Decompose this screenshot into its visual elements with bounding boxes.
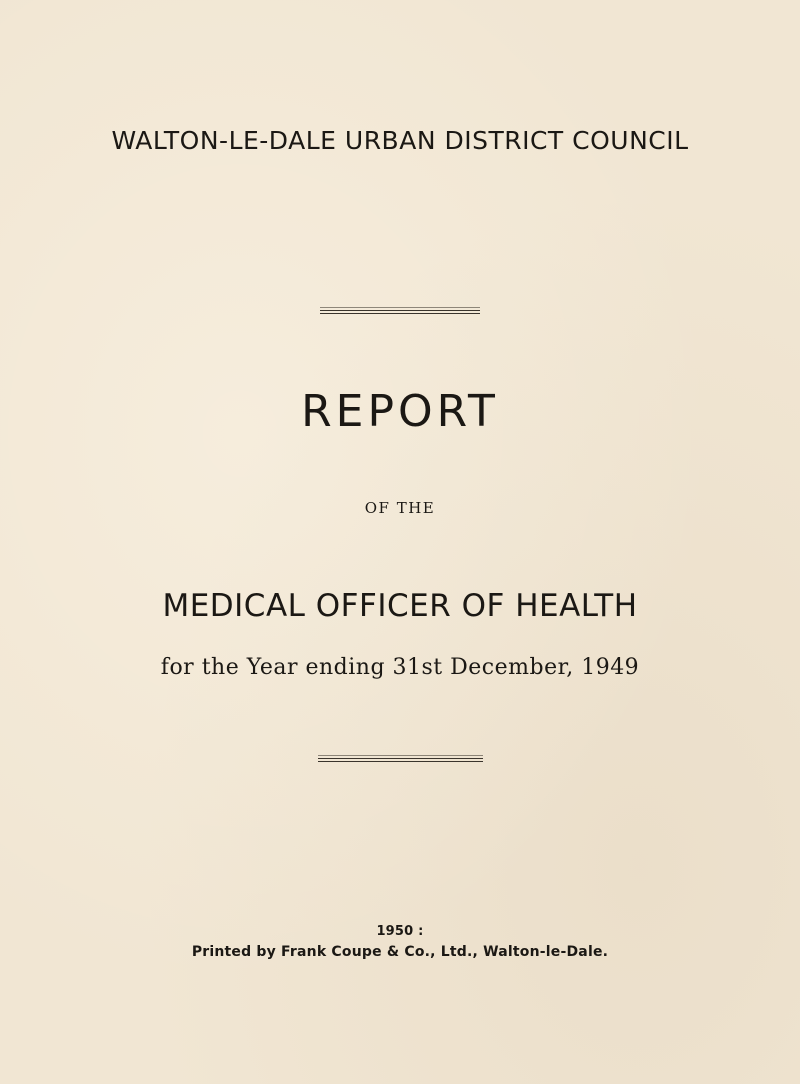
report-title: REPORT (301, 386, 499, 437)
council-heading: WALTON-LE-DALE URBAN DISTRICT COUNCIL (111, 126, 689, 155)
top-divider (0, 307, 800, 316)
printer-credit: Printed by Frank Coupe & Co., Ltd., Walton-le-Dale. (191, 944, 609, 960)
officer-title: MEDICAL OFFICER OF HEALTH (162, 588, 638, 624)
year-ending-line: for the Year ending 31st December, 1949 (160, 655, 640, 680)
bottom-divider (0, 755, 800, 764)
printed-year: 1950 : (376, 924, 424, 939)
of-the-subtitle: OF THE (364, 499, 436, 517)
